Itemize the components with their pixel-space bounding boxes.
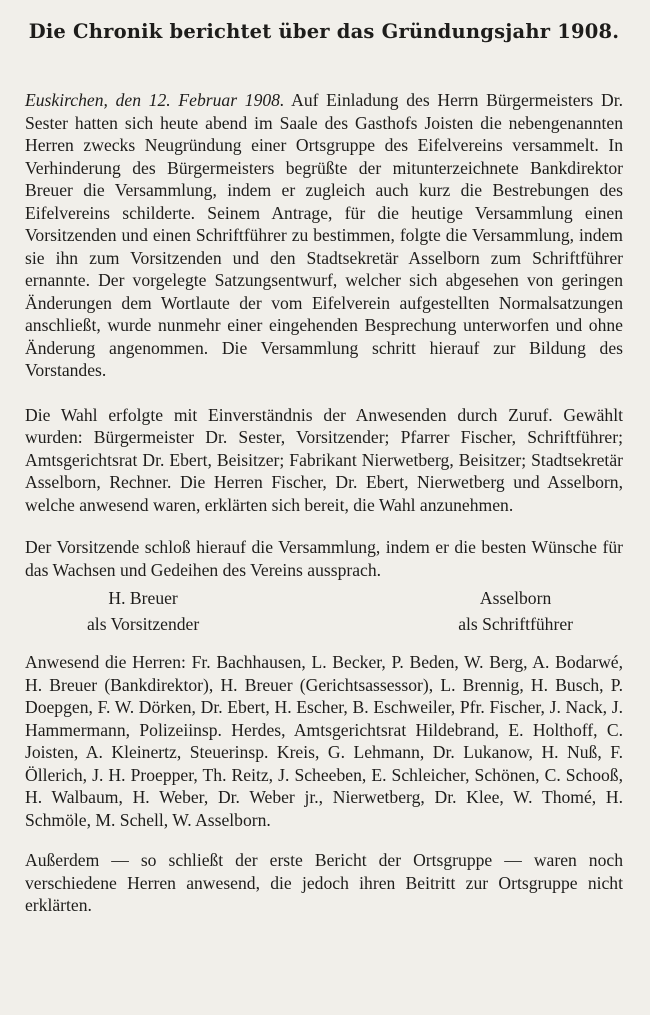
signature-secretary-role: als Schriftführer <box>458 614 573 634</box>
paragraph-founding-meeting <box>25 89 623 382</box>
place-date: Euskirchen, den 12. Februar 1908. <box>25 90 285 110</box>
paragraph-closing: Der Vorsitzende schloß hierauf die Versammlung, indem er die besten Wünsche für das Wachsen und Gedeihen des Vereins aussprach. <box>25 537 623 580</box>
signature-chairman-role: als Vorsitzender <box>87 614 200 634</box>
page-title: Die Chronik berichtet über das Gründungsjahr 1908. <box>28 20 620 43</box>
paragraph-additional: Außerdem — so schließt der erste Bericht der Ortsgruppe — waren noch verschiedene Herren anwesend, die jedoch ihren Beitritt zur Ortsgruppe nicht erklärten. <box>25 850 623 915</box>
paragraph-election: Die Wahl erfolgte mit Einverständnis der Anwesenden durch Zuruf. Gewählt wurden: Bürgermeister Dr. Sester, Vorsitzender; Pfarrer Fischer, Schriftführer; Amtsgerichtsrat Dr. Ebert, Beisitzer; Fabrikant Nierwetberg, Beisitzer; Stadtsekretär Asselborn, Rechner. Die Herren Fischer, Dr. Ebert, Nierwetberg und Asselborn, welche anwesend waren, erklärten sich bereit, die Wahl anzunehmen. <box>25 404 623 515</box>
signature-secretary <box>458 585 573 637</box>
paragraph-founding-meeting-text: Auf Einladung des Herrn Bürgermeisters Dr. Sester hatten sich heute abend im Saale des Gasthofs Joisten die nebengenannten Herren zwecks Neugründung einer Ortsgruppe des Eifelvereins versammelt. In Verhinderung des Bürgermeisters begrüßte der mitunterzeichnete Bankdirektor Breuer die Versammlung, indem er zugleich auch kurz die Bestrebungen des Eifelvereins schilderte. Seinem Antrage, für die heutige Versammlung einen Vorsitzenden und einen Schriftführer zu bestimmen, folgte die Versammlung, indem sie ihn zum Vorsitzenden und den Stadtsekretär Asselborn zum Schriftführer ernannte. Der vorgelegte Satzungsentwurf, welcher sich abgesehen von geringen Änderungen dem Wortlaute der vom Eifelverein aufgestellten Normalsatzungen anschließt, wurde nunmehr einer eingehenden Besprechung unterworfen und ohne Änderung angenommen. Die Versammlung schritt hierauf zur Bildung des Vorstandes. <box>25 90 623 380</box>
signature-secretary-name: Asselborn <box>479 588 552 608</box>
signatures <box>25 585 623 637</box>
signature-chairman-name: H. Breuer <box>108 588 178 608</box>
paragraph-attendees: Anwesend die Herren: Fr. Bachhausen, L. Becker, P. Beden, W. Berg, A. Bodarwé, H. Breuer (Bankdirektor), H. Breuer (Gerichtsassessor), L. Brennig, H. Busch, P. Doepgen, F. W. Dörken, Dr. Ebert, H. Escher, B. Eschweiler, Pfr. Fischer, J. Nack, J. Hammermann, Polizeiinsp. Herdes, Amtsgerichtsrat Hildebrand, E. Holthoff, C. Joisten, A. Kleinertz, Steuerinsp. Kreis, G. Lehmann, Dr. Lukanow, H. Nuß, F. Öllerich, J. H. Proepper, Th. Reitz, J. Scheeben, E. Schleicher, Schönen, C. Schooß, H. Walbaum, H. Weber, Dr. Weber jr., Nierwetberg, Dr. Klee, W. Thomé, H. Schmöle, M. Schell, W. Asselborn. <box>25 652 623 830</box>
signature-chairman <box>87 585 199 637</box>
